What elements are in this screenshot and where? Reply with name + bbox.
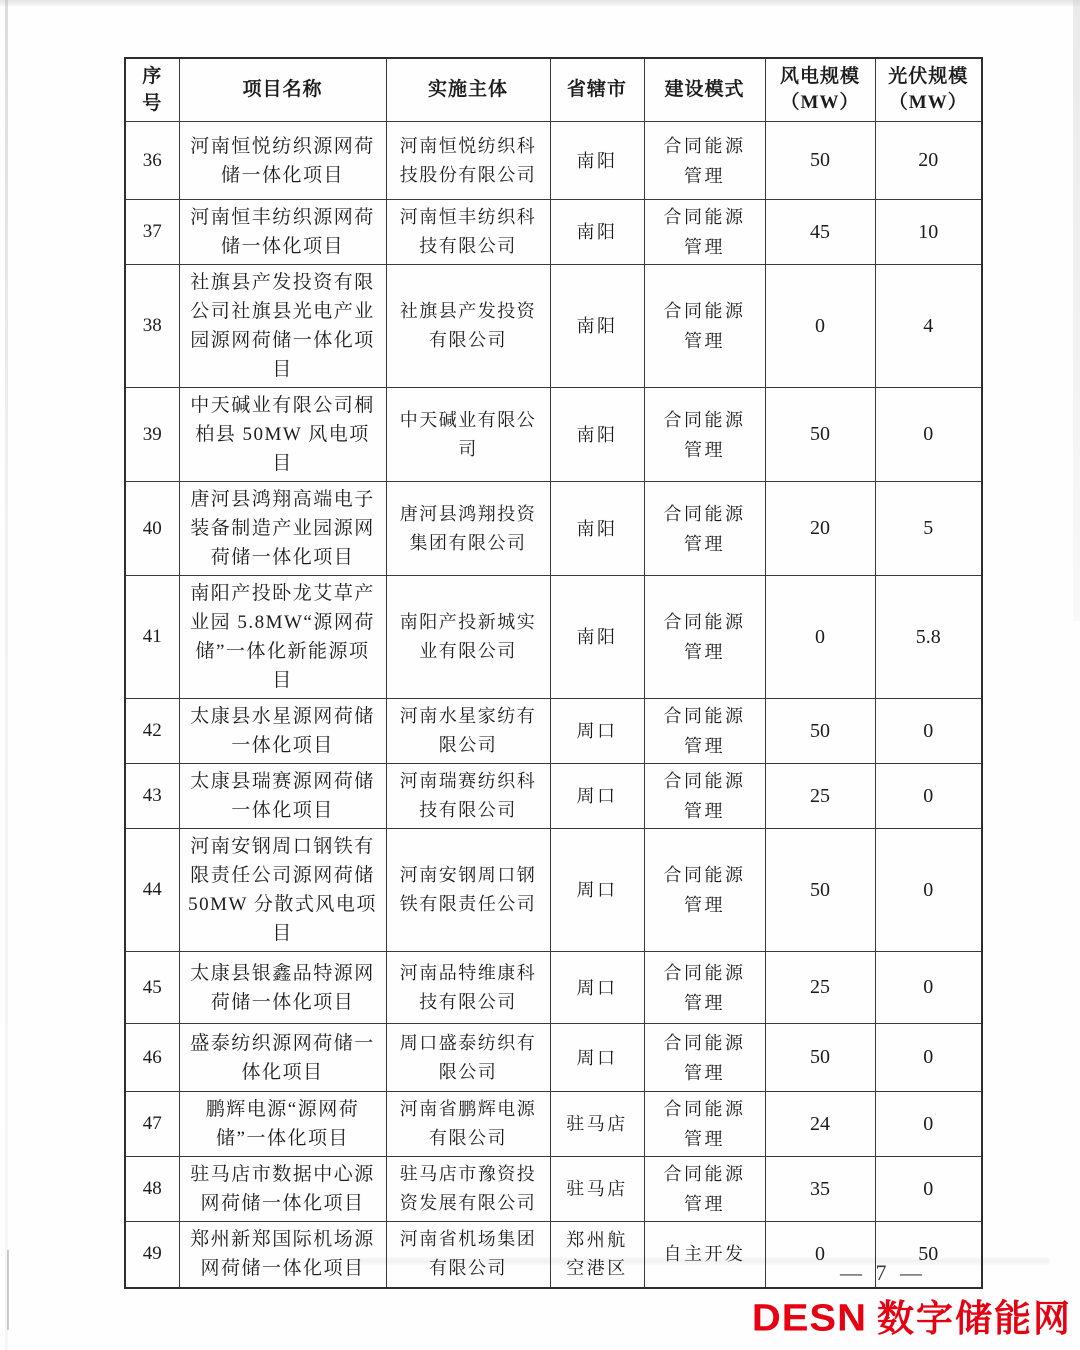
cell-city: 周口 <box>550 829 644 952</box>
header-pv-mw: 光伏规模（MW） <box>875 58 982 122</box>
header-mode: 建设模式 <box>644 58 765 122</box>
cell-wind-mw: 0 <box>765 1222 875 1288</box>
cell-entity: 河南恒悦纺织科技股份有限公司 <box>386 122 550 200</box>
cell-entity: 河南水星家纺有限公司 <box>386 699 550 764</box>
table-row <box>125 952 982 1024</box>
cell-no: 41 <box>125 576 179 699</box>
cell-no: 46 <box>125 1024 179 1092</box>
cell-project-name: 南阳产投卧龙艾草产业园 5.8MW“源网荷储”一体化新能源项目 <box>179 576 386 699</box>
cell-entity: 中天碱业有限公司 <box>386 388 550 482</box>
scan-mark <box>7 1250 9 1330</box>
cell-no: 40 <box>125 482 179 576</box>
cell-project-name: 河南安钢周口钢铁有限责任公司源网荷储 50MW 分散式风电项目 <box>179 829 386 952</box>
cell-mode: 合同能源管理 <box>644 1157 765 1222</box>
cell-wind-mw: 0 <box>765 576 875 699</box>
cell-wind-mw: 35 <box>765 1157 875 1222</box>
table-row <box>125 122 982 200</box>
scan-edge-top <box>0 0 1080 6</box>
cell-pv-mw: 0 <box>875 699 982 764</box>
cell-city: 周口 <box>550 952 644 1024</box>
cell-mode: 合同能源管理 <box>644 699 765 764</box>
cell-mode: 合同能源管理 <box>644 122 765 200</box>
cell-entity: 唐河县鸿翔投资集团有限公司 <box>386 482 550 576</box>
cell-wind-mw: 50 <box>765 388 875 482</box>
cell-entity: 周口盛泰纺织有限公司 <box>386 1024 550 1092</box>
cell-project-name: 社旗县产发投资有限公司社旗县光电产业园源网荷储一体化项目 <box>179 265 386 388</box>
header-entity: 实施主体 <box>386 58 550 122</box>
cell-pv-mw: 4 <box>875 265 982 388</box>
header-project-name: 项目名称 <box>179 58 386 122</box>
table-row <box>125 388 982 482</box>
cell-mode: 合同能源管理 <box>644 576 765 699</box>
cell-no: 37 <box>125 200 179 265</box>
cell-pv-mw: 0 <box>875 1157 982 1222</box>
cell-no: 48 <box>125 1157 179 1222</box>
cell-wind-mw: 24 <box>765 1092 875 1157</box>
cell-pv-mw: 0 <box>875 388 982 482</box>
cell-no: 49 <box>125 1222 179 1288</box>
cell-project-name: 驻马店市数据中心源网荷储一体化项目 <box>179 1157 386 1222</box>
header-wind-mw: 风电规模（MW） <box>765 58 875 122</box>
cell-city: 周口 <box>550 699 644 764</box>
table-row <box>125 576 982 699</box>
cell-city: 南阳 <box>550 482 644 576</box>
cell-project-name: 河南恒悦纺织源网荷储一体化项目 <box>179 122 386 200</box>
cell-no: 39 <box>125 388 179 482</box>
cell-city: 驻马店 <box>550 1157 644 1222</box>
table-row <box>125 764 982 829</box>
cell-entity: 河南品特维康科技有限公司 <box>386 952 550 1024</box>
cell-no: 45 <box>125 952 179 1024</box>
scan-edge-left <box>5 0 8 1350</box>
cell-pv-mw: 0 <box>875 1092 982 1157</box>
cell-entity: 河南省机场集团有限公司 <box>386 1222 550 1288</box>
header-city: 省辖市 <box>550 58 644 122</box>
cell-entity: 驻马店市豫资投资发展有限公司 <box>386 1157 550 1222</box>
cell-no: 47 <box>125 1092 179 1157</box>
cell-pv-mw: 0 <box>875 764 982 829</box>
header-no: 序号 <box>125 58 179 122</box>
cell-wind-mw: 50 <box>765 1024 875 1092</box>
table-row <box>125 1092 982 1157</box>
table-row <box>125 200 982 265</box>
cell-pv-mw: 5.8 <box>875 576 982 699</box>
cell-city: 南阳 <box>550 122 644 200</box>
page-number: — 7 — <box>840 1260 926 1285</box>
cell-no: 38 <box>125 265 179 388</box>
table-row <box>125 699 982 764</box>
cell-mode: 合同能源管理 <box>644 764 765 829</box>
cell-project-name: 鹏辉电源“源网荷储”一体化项目 <box>179 1092 386 1157</box>
cell-pv-mw: 10 <box>875 200 982 265</box>
cell-pv-mw: 5 <box>875 482 982 576</box>
desn-logo-latin: DESN <box>751 1297 867 1339</box>
cell-project-name: 太康县银鑫品特源网荷储一体化项目 <box>179 952 386 1024</box>
cell-wind-mw: 50 <box>765 699 875 764</box>
table-row <box>125 1024 982 1092</box>
cell-city: 南阳 <box>550 200 644 265</box>
cell-city: 周口 <box>550 1024 644 1092</box>
cell-no: 42 <box>125 699 179 764</box>
cell-wind-mw: 25 <box>765 764 875 829</box>
cell-mode: 合同能源管理 <box>644 952 765 1024</box>
table-row <box>125 265 982 388</box>
cell-entity: 南阳产投新城实业有限公司 <box>386 576 550 699</box>
cell-no: 36 <box>125 122 179 200</box>
cell-wind-mw: 45 <box>765 200 875 265</box>
cell-mode: 合同能源管理 <box>644 482 765 576</box>
cell-city: 郑州航空港区 <box>550 1222 644 1288</box>
cell-mode: 合同能源管理 <box>644 1024 765 1092</box>
cell-project-name: 郑州新郑国际机场源网荷储一体化项目 <box>179 1222 386 1288</box>
cell-wind-mw: 25 <box>765 952 875 1024</box>
cell-pv-mw: 0 <box>875 952 982 1024</box>
cell-entity: 河南瑞赛纺织科技有限公司 <box>386 764 550 829</box>
cell-project-name: 河南恒丰纺织源网荷储一体化项目 <box>179 200 386 265</box>
table-header-row <box>125 58 982 122</box>
cell-wind-mw: 0 <box>765 265 875 388</box>
cell-pv-mw: 0 <box>875 1024 982 1092</box>
desn-logo <box>752 1288 1072 1342</box>
cell-no: 43 <box>125 764 179 829</box>
desn-logo-cjk: 数字储能网 <box>877 1298 1072 1339</box>
cell-pv-mw: 20 <box>875 122 982 200</box>
cell-city: 南阳 <box>550 265 644 388</box>
cell-mode: 合同能源管理 <box>644 1092 765 1157</box>
scan-edge-right <box>1073 0 1080 621</box>
cell-pv-mw: 0 <box>875 829 982 952</box>
cell-mode: 自主开发 <box>644 1222 765 1288</box>
cell-mode: 合同能源管理 <box>644 200 765 265</box>
table-row <box>125 829 982 952</box>
cell-city: 周口 <box>550 764 644 829</box>
cell-project-name: 中天碱业有限公司桐柏县 50MW 风电项目 <box>179 388 386 482</box>
cell-entity: 社旗县产发投资有限公司 <box>386 265 550 388</box>
cell-project-name: 盛泰纺织源网荷储一体化项目 <box>179 1024 386 1092</box>
cell-wind-mw: 20 <box>765 482 875 576</box>
cell-project-name: 太康县瑞赛源网荷储一体化项目 <box>179 764 386 829</box>
cell-wind-mw: 50 <box>765 829 875 952</box>
cell-city: 南阳 <box>550 388 644 482</box>
cell-project-name: 太康县水星源网荷储一体化项目 <box>179 699 386 764</box>
cell-city: 驻马店 <box>550 1092 644 1157</box>
cell-wind-mw: 50 <box>765 122 875 200</box>
cell-no: 44 <box>125 829 179 952</box>
cell-pv-mw: 50 <box>875 1222 982 1288</box>
cell-mode: 合同能源管理 <box>644 829 765 952</box>
cell-city: 南阳 <box>550 576 644 699</box>
table-row <box>125 1157 982 1222</box>
cell-project-name: 唐河县鸿翔高端电子装备制造产业园源网荷储一体化项目 <box>179 482 386 576</box>
cell-entity: 河南安钢周口钢铁有限责任公司 <box>386 829 550 952</box>
cell-entity: 河南恒丰纺织科技有限公司 <box>386 200 550 265</box>
cell-entity: 河南省鹏辉电源有限公司 <box>386 1092 550 1157</box>
table-row <box>125 482 982 576</box>
projects-table <box>124 57 983 1289</box>
cell-mode: 合同能源管理 <box>644 265 765 388</box>
cell-mode: 合同能源管理 <box>644 388 765 482</box>
